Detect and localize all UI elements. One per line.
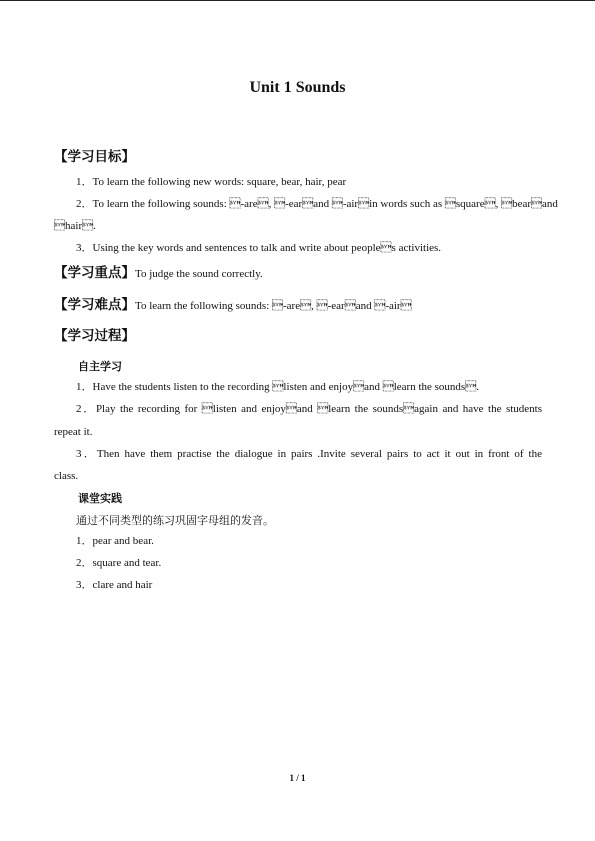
- difficulties-text: To learn the following sounds: -are, -earand -air: [135, 300, 412, 312]
- page-title: Unit 1 Sounds: [249, 79, 346, 96]
- difficulties-row: [54, 293, 412, 314]
- process-heading: 【学习过程】: [54, 328, 135, 344]
- goals-heading: 【学习目标】: [54, 149, 135, 165]
- self-study-subheading: 自主学习: [78, 360, 122, 373]
- self-study-line-3: 3．Then have them practise the dialogue in pairs .Invite several pairs to act it out in front of the: [76, 448, 542, 460]
- self-study-line-2-continued: repeat it.: [54, 426, 93, 438]
- key-points-text: To judge the sound correctly.: [135, 268, 263, 280]
- practice-item-2: 2．square and tear.: [76, 557, 162, 569]
- practice-item-3: 3．clare and hair: [76, 579, 153, 591]
- self-study-line-1: 1．Have the students listen to the recording listen and enjoyand learn the sounds.: [76, 381, 479, 393]
- practice-item-1: 1．pear and bear.: [76, 535, 154, 547]
- self-study-line-2: 2．Play the recording for listen and enjoyand learn the soundsagain and have the students: [76, 403, 542, 415]
- difficulties-heading: 【学习难点】: [54, 297, 135, 313]
- self-study-line-3-continued: class.: [54, 470, 79, 482]
- goals-item-2: 2．To learn the following sounds: -are, -earand -airin words such as square, bearand: [76, 198, 558, 210]
- practice-intro: 通过不同类型的练习巩固字母组的发音。: [76, 514, 274, 527]
- goals-item-3: 3．Using the key words and sentences to talk and write about peoples activities.: [76, 242, 442, 254]
- key-points-heading: 【学习重点】: [54, 265, 135, 281]
- key-points-row: [54, 261, 263, 282]
- page-top-border: [0, 0, 595, 1]
- page-number: 1 / 1: [289, 773, 306, 783]
- practice-subheading: 课堂实践: [78, 492, 122, 505]
- goals-item-1: 1．To learn the following new words: square, bear, hair, pear: [76, 176, 347, 188]
- goals-item-2-continued: hair.: [54, 220, 96, 232]
